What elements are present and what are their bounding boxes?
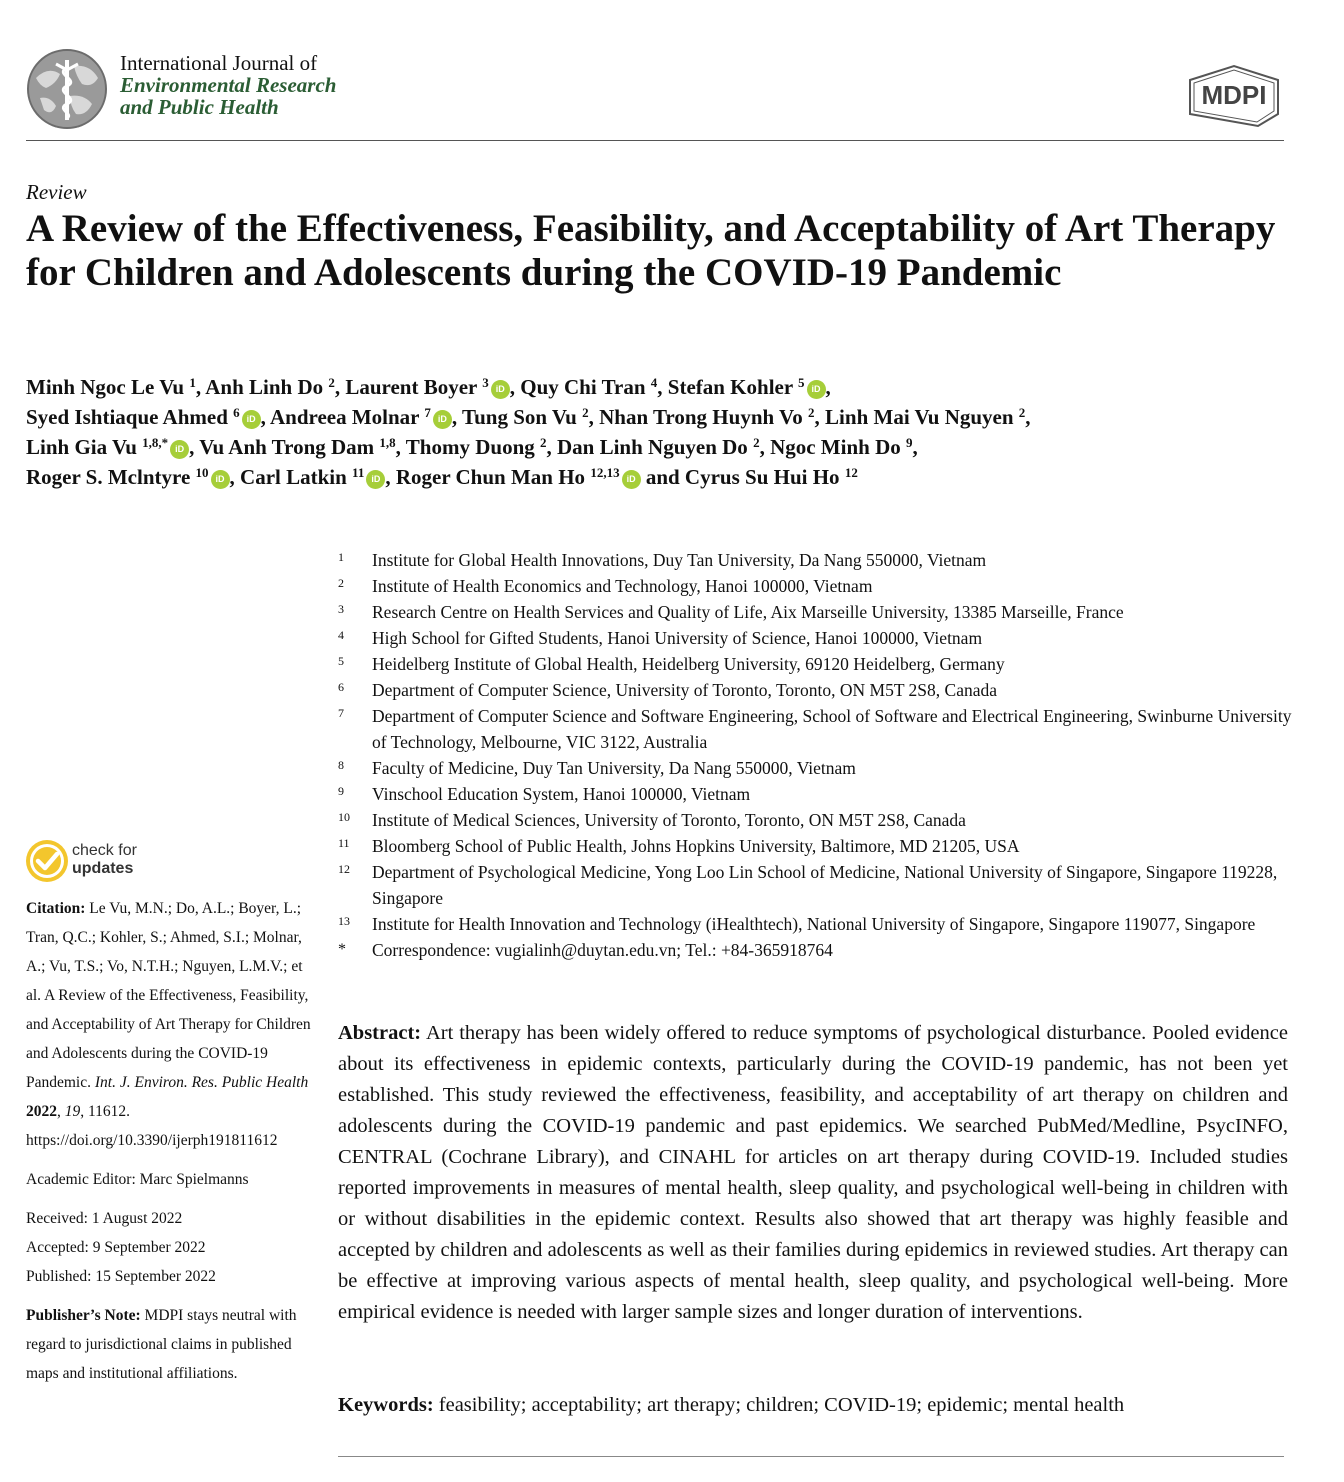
keywords-label: Keywords: bbox=[338, 1394, 434, 1416]
orcid-icon[interactable]: iD bbox=[491, 380, 510, 399]
keywords-text: feasibility; acceptability; art therapy; children; COVID-19; epidemic; mental health bbox=[438, 1394, 1125, 1416]
publishers-note-label: Publisher’s Note: bbox=[26, 1307, 141, 1324]
journal-logo-icon bbox=[26, 48, 108, 130]
affiliation-text: Heidelberg Institute of Global Health, Heidelberg University, 69120 Heidelberg, Germany bbox=[372, 654, 1005, 674]
affiliation-text: Institute for Health Innovation and Technology (iHealthtech), National University of Singapore, Singapore 119077, Singapore bbox=[372, 914, 1256, 934]
orcid-icon[interactable]: iD bbox=[366, 470, 385, 489]
publisher-name: MDPI bbox=[1201, 80, 1267, 110]
citation-text: Le Vu, M.N.; Do, A.L.; Boyer, L.; Tran, Q.C.; Kohler, S.; Ahmed, S.I.; Molnar, A.; Vu, T.S.; Vo, N.T.H.; Nguyen, L.M.V.; et al. A Review of the Effectiveness, Feasibility, and Acceptability of Art Therapy for Children and Adolescents during the COVID-19 Pandemic. bbox=[26, 900, 311, 1091]
orcid-icon[interactable]: iD bbox=[211, 470, 230, 489]
keywords bbox=[338, 1390, 1288, 1421]
author-affiliation-ref[interactable]: 6 bbox=[233, 405, 240, 420]
affiliation-item bbox=[338, 677, 1298, 703]
affiliation-number: 9 bbox=[338, 784, 344, 798]
author-name: Vu Anh Trong Dam bbox=[199, 435, 375, 459]
author-name: Tung Son Vu bbox=[462, 405, 577, 429]
article-title: A Review of the Effectiveness, Feasibility, and Acceptability of Art Therapy for Children and Adolescents during the COVID-19 Pandemic bbox=[26, 207, 1276, 294]
affiliation-text: Department of Computer Science, University of Toronto, Toronto, ON M5T 2S8, Canada bbox=[372, 680, 998, 700]
affiliation-number: 5 bbox=[338, 654, 344, 668]
affiliation-number: 1 bbox=[338, 550, 344, 564]
affiliation-text: High School for Gifted Students, Hanoi University of Science, Hanoi 100000, Vietnam bbox=[372, 628, 983, 648]
author-separator: , bbox=[814, 405, 826, 429]
author-separator: , bbox=[189, 435, 200, 459]
affiliation-text: Department of Psychological Medicine, Yong Loo Lin School of Medicine, National University of Singapore, Singapore 119228, Singapore bbox=[372, 862, 1278, 908]
affiliation-number: 4 bbox=[338, 628, 344, 642]
check-for-updates-button[interactable] bbox=[26, 840, 316, 884]
author-name: Cyrus Su Hui Ho bbox=[684, 465, 840, 489]
affiliation-number: 8 bbox=[338, 758, 344, 772]
affiliation-list bbox=[338, 547, 1298, 963]
affiliation-text: Department of Computer Science and Software Engineering, School of Software and Electrical Engineering, Swinburne University of Technology, Melbourne, VIC 3122, Australia bbox=[372, 706, 1292, 752]
author-separator: , bbox=[588, 405, 600, 429]
author-affiliation-ref[interactable]: 11 bbox=[352, 465, 365, 480]
affiliation-item bbox=[338, 599, 1298, 625]
author-name: Andreea Molnar bbox=[269, 405, 420, 429]
author-name: Minh Ngoc Le Vu bbox=[26, 375, 185, 399]
author-name: Nhan Trong Huynh Vo bbox=[599, 405, 803, 429]
abstract-label: Abstract: bbox=[338, 1022, 422, 1044]
orcid-icon[interactable]: iD bbox=[433, 410, 452, 429]
author-name: Roger S. Mclntyre bbox=[26, 465, 191, 489]
academic-editor-text: Academic Editor: Marc Spielmanns bbox=[26, 1171, 249, 1188]
affiliation-item bbox=[338, 755, 1298, 781]
author-name: Anh Linh Do bbox=[205, 375, 324, 399]
orcid-icon[interactable]: iD bbox=[807, 380, 826, 399]
affiliation-item bbox=[338, 573, 1298, 599]
author-name: Ngoc Minh Do bbox=[770, 435, 901, 459]
author-name: Thomy Duong bbox=[405, 435, 535, 459]
author-separator: , bbox=[334, 375, 346, 399]
check-badge-icon bbox=[26, 840, 68, 882]
affiliation-number: 6 bbox=[338, 680, 344, 694]
citation-volume: 19 bbox=[64, 1103, 81, 1120]
journal-name-line-3: and Public Health bbox=[120, 95, 279, 119]
author-name: Dan Linh Nguyen Do bbox=[557, 435, 748, 459]
affiliation-number: 13 bbox=[338, 914, 350, 928]
correspondence-mark: * bbox=[338, 941, 346, 958]
published-date: Published: 15 September 2022 bbox=[26, 1268, 216, 1285]
author-affiliation-ref[interactable]: 1,8,* bbox=[142, 435, 169, 450]
author-line bbox=[26, 402, 1326, 432]
orcid-icon[interactable]: iD bbox=[242, 410, 261, 429]
affiliation-item bbox=[338, 547, 1298, 573]
affiliation-item bbox=[338, 781, 1298, 807]
author-separator: , bbox=[260, 405, 270, 429]
citation-journal: Int. J. Environ. Res. Public Health bbox=[94, 1074, 309, 1091]
affiliation-item bbox=[338, 651, 1298, 677]
affiliation-number: 10 bbox=[338, 810, 350, 824]
affiliation-text: Faculty of Medicine, Duy Tan University, Da Nang 550000, Vietnam bbox=[372, 758, 856, 778]
affiliation-text: Institute of Health Economics and Technology, Hanoi 100000, Vietnam bbox=[372, 576, 873, 596]
affiliation-number: 11 bbox=[338, 836, 350, 850]
author-separator: , bbox=[229, 465, 241, 489]
affiliation-text: Institute for Global Health Innovations, Duy Tan University, Da Nang 550000, Vietnam bbox=[372, 550, 987, 570]
author-separator: , bbox=[1025, 405, 1031, 429]
received-date: Received: 1 August 2022 bbox=[26, 1210, 183, 1227]
author-affiliation-ref[interactable]: 2 bbox=[328, 375, 335, 390]
header-divider bbox=[26, 140, 1284, 141]
author-separator: , bbox=[825, 375, 831, 399]
affiliation-number: 2 bbox=[338, 576, 344, 590]
journal-name-line-1: International Journal of bbox=[120, 51, 318, 75]
author-name: Carl Latkin bbox=[240, 465, 347, 489]
author-separator: and bbox=[640, 465, 685, 489]
author-separator: , bbox=[195, 375, 206, 399]
author-affiliation-ref[interactable]: 12,13 bbox=[590, 465, 620, 480]
author-name: Roger Chun Man Ho bbox=[395, 465, 586, 489]
author-affiliation-ref[interactable]: 7 bbox=[424, 405, 431, 420]
author-affiliation-ref[interactable]: 2 bbox=[808, 405, 815, 420]
academic-editor bbox=[26, 1165, 316, 1194]
author-affiliation-ref[interactable]: 4 bbox=[650, 375, 658, 390]
affiliation-number: 3 bbox=[338, 602, 344, 616]
author-separator: , bbox=[912, 435, 918, 459]
sidebar bbox=[26, 840, 316, 1398]
dates bbox=[26, 1204, 316, 1291]
citation-doi[interactable]: , 11612. https://doi.org/10.3390/ijerph191811612 bbox=[26, 1103, 278, 1149]
author-affiliation-ref[interactable]: 2 bbox=[582, 405, 589, 420]
bottom-divider bbox=[338, 1456, 1284, 1457]
affiliation-number: 7 bbox=[338, 706, 344, 720]
affiliation-text: Vinschool Education System, Hanoi 100000, Vietnam bbox=[372, 784, 751, 804]
author-name: Laurent Boyer bbox=[345, 375, 477, 399]
author-line bbox=[26, 432, 1326, 462]
affiliation-item bbox=[338, 625, 1298, 651]
citation-year: 2022 bbox=[26, 1103, 57, 1120]
correspondence bbox=[338, 937, 1298, 963]
author-affiliation-ref[interactable]: 9 bbox=[905, 435, 913, 450]
orcid-icon[interactable]: iD bbox=[170, 440, 189, 459]
author-separator: , bbox=[395, 435, 406, 459]
author-affiliation-ref[interactable]: 2 bbox=[540, 435, 547, 450]
orcid-icon[interactable]: iD bbox=[622, 470, 641, 489]
affiliation-item bbox=[338, 833, 1298, 859]
author-separator: , bbox=[546, 435, 557, 459]
journal-name-line-2: Environmental Research bbox=[120, 73, 337, 97]
author-separator: , bbox=[657, 375, 668, 399]
affiliation-item bbox=[338, 703, 1298, 755]
affiliation-item bbox=[338, 859, 1298, 911]
affiliation-item bbox=[338, 807, 1298, 833]
author-line bbox=[26, 372, 1326, 402]
author-affiliation-ref[interactable]: 10 bbox=[195, 465, 209, 480]
author-name: Stefan Kohler bbox=[667, 375, 793, 399]
author-affiliation-ref[interactable]: 1,8 bbox=[379, 435, 396, 450]
publishers-note bbox=[26, 1301, 316, 1388]
author-name: Linh Gia Vu bbox=[26, 435, 137, 459]
article-type: Review bbox=[26, 180, 87, 204]
author-separator: , bbox=[759, 435, 771, 459]
abstract bbox=[338, 1018, 1288, 1328]
author-line bbox=[26, 462, 1326, 492]
author-separator: , bbox=[451, 405, 462, 429]
affiliation-text: Institute of Medical Sciences, University of Toronto, Toronto, ON M5T 2S8, Canada bbox=[372, 810, 966, 830]
updates-label: updates bbox=[72, 860, 134, 877]
check-for-label: check for bbox=[72, 842, 137, 859]
affiliation-text: Bloomberg School of Public Health, Johns Hopkins University, Baltimore, MD 21205, USA bbox=[372, 836, 1020, 856]
publisher-logo bbox=[1184, 64, 1284, 128]
abstract-text: Art therapy has been widely offered to reduce symptoms of psychological disturbance. Pooled evidence about its effectiveness in epidemic contexts, particularly during the COVID-19 pandemic, has not been yet established. This study reviewed the effectiveness, feasibility, and acceptability of art therapy on children and adolescents during the COVID-19 pandemic and past epidemics. We searched PubMed/Medline, PsycINFO, CENTRAL (Cochrane Library), and CINAHL for articles on art therapy during COVID-19. Included studies reported improvements in measures of mental health, sleep quality, and psychological well-being in children with or without disabilities in the epidemic context. Results also showed that art therapy was highly feasible and accepted by children and adolescents as well as their families during epidemics in reviewed studies. Art therapy can be effective at improving various aspects of mental health, sleep quality, and psychological well-being. More empirical evidence is needed with larger sample sizes and longer duration of interventions. bbox=[338, 1022, 1288, 1323]
author-affiliation-ref[interactable]: 2 bbox=[753, 435, 760, 450]
citation: Citation: Le Vu, M.N.; Do, A.L.; Boyer, L.; Tran, Q.C.; Kohler, S.; Ahmed, S.I.; Molnar, A.; Vu, T.S.; Vo, N.T.H.; Nguyen, L.M.V.; et al. A Review of the Effectiveness, Feasibility, and Acceptability of Art Therapy for Children and Adolescents during the COVID-19 Pandemic. Int. J. Environ. Res. Public Health 2022, 19, 11612. https://doi.org/10.3390/ijerph191811612 bbox=[26, 900, 311, 1149]
publishers-note-text: MDPI stays neutral with regard to jurisdictional claims in published maps and institutional affiliations. bbox=[26, 1307, 297, 1382]
author-separator: , bbox=[385, 465, 396, 489]
affiliation-text: Research Centre on Health Services and Quality of Life, Aix Marseille University, 13385 Marseille, France bbox=[372, 602, 1124, 622]
author-name: Syed Ishtiaque Ahmed bbox=[26, 405, 228, 429]
author-affiliation-ref[interactable]: 3 bbox=[482, 375, 489, 390]
journal-name bbox=[120, 52, 336, 118]
affiliation-number: 12 bbox=[338, 862, 350, 876]
citation-label: Citation: bbox=[26, 900, 86, 917]
author-affiliation-ref[interactable]: 1 bbox=[189, 375, 196, 390]
author-name: Linh Mai Vu Nguyen bbox=[825, 405, 1014, 429]
affiliation-item bbox=[338, 911, 1298, 937]
author-list bbox=[26, 372, 1326, 492]
author-separator: , bbox=[509, 375, 521, 399]
author-name: Quy Chi Tran bbox=[520, 375, 646, 399]
accepted-date: Accepted: 9 September 2022 bbox=[26, 1239, 206, 1256]
author-affiliation-ref[interactable]: 12 bbox=[844, 465, 858, 480]
author-affiliation-ref[interactable]: 2 bbox=[1018, 405, 1026, 420]
correspondence-text: Correspondence: vugialinh@duytan.edu.vn; Tel.: +84-365918764 bbox=[372, 940, 833, 960]
author-affiliation-ref[interactable]: 5 bbox=[798, 375, 805, 390]
